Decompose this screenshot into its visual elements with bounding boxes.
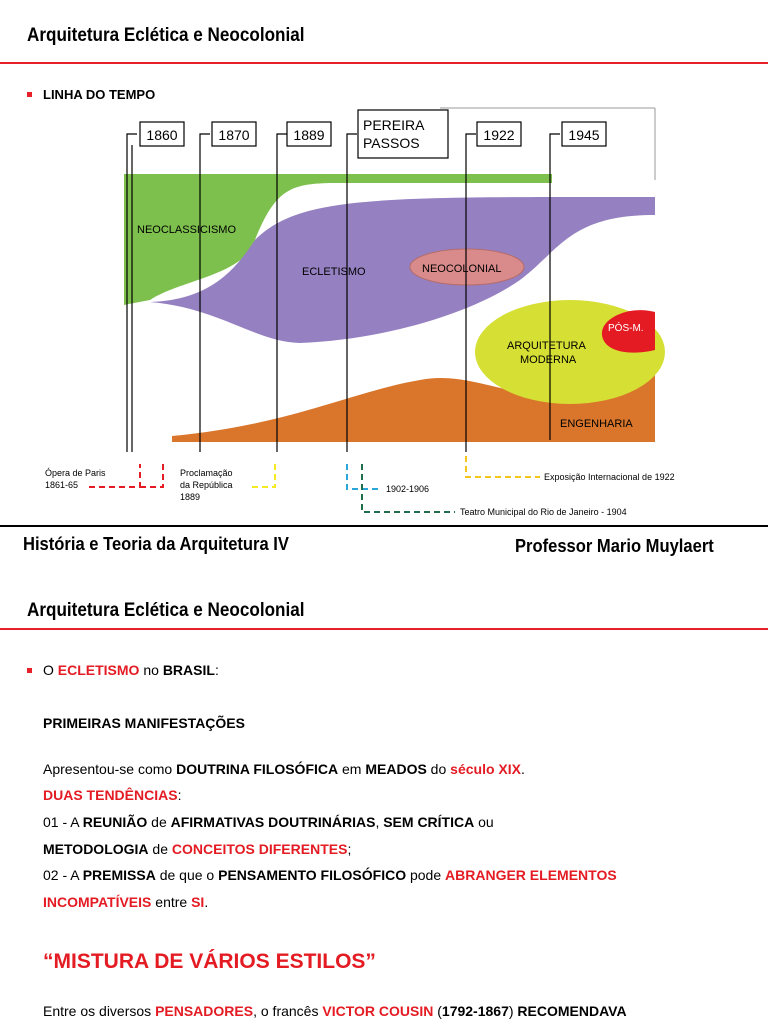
pereira-text: PEREIRA <box>363 117 425 133</box>
bullet-marker <box>27 92 32 97</box>
pos-m-label: PÓS-M. <box>608 323 644 334</box>
text-line-5: 02 - A PREMISSA de que o PENSAMENTO FILOSÓFICO pode ABRANGER ELEMENTOS <box>43 867 617 883</box>
text-line-3: 01 - A REUNIÃO de AFIRMATIVAS DOUTRINÁRIAS, SEM CRÍTICA ou <box>43 814 494 830</box>
timeline-diagram <box>0 100 768 530</box>
text-line-7: Entre os diversos PENSADORES, o francês VICTOR COUSIN (1792-1867) RECOMENDAVA <box>43 1003 627 1019</box>
footer-professor: Professor Mario Muylaert <box>515 536 714 556</box>
proclamacao-label-1: Proclamação <box>180 468 233 478</box>
opera-label-2: 1861-65 <box>45 480 79 490</box>
moderna-label-2: MODERNA <box>520 354 577 366</box>
teatro-label: Teatro Municipal do Rio de Janeiro - 1904 <box>460 507 627 517</box>
moderna-label-1: ARQUITETURA <box>507 340 586 352</box>
year-1860: 1860 <box>146 127 178 143</box>
periodo-label: 1902-1906 <box>386 484 430 494</box>
section-heading: PRIMEIRAS MANIFESTAÇÕES <box>43 715 245 731</box>
slide1-title: Arquitetura Eclética e Neocolonial <box>27 25 305 46</box>
text-line-1: Apresentou-se como DOUTRINA FILOSÓFICA em MEADOS do século XIX. <box>43 761 525 777</box>
exposicao-label: Exposição Internacional de 1922 <box>544 472 675 482</box>
text-line-6: INCOMPATÍVEIS entre SI. <box>43 894 209 910</box>
timeline-bullet-text: LINHA DO TEMPO <box>43 87 156 102</box>
slide1-title-rule <box>0 62 768 64</box>
year-1945: 1945 <box>568 127 600 143</box>
passos-text: PASSOS <box>363 135 420 151</box>
year-1889: 1889 <box>293 127 325 143</box>
ecletismo-label: ECLETISMO <box>302 266 366 278</box>
text-line-2: DUAS TENDÊNCIAS: <box>43 787 182 803</box>
year-1922: 1922 <box>483 127 515 143</box>
intro-line: O ECLETISMO no BRASIL: <box>43 662 219 678</box>
bullet-marker <box>27 668 32 673</box>
neoclassicismo-label: NEOCLASSICISMO <box>137 224 237 236</box>
proclamacao-label-2: da República <box>180 480 233 490</box>
quote-heading: “MISTURA DE VÁRIOS ESTILOS” <box>43 950 376 973</box>
text-line-4: METODOLOGIA de CONCEITOS DIFERENTES; <box>43 841 352 857</box>
year-1870: 1870 <box>218 127 250 143</box>
footer-rule <box>0 525 768 527</box>
proclamacao-label-3: 1889 <box>180 492 201 502</box>
footer-course: História e Teoria da Arquitetura IV <box>23 534 289 554</box>
slide2-title: Arquitetura Eclética e Neocolonial <box>27 600 305 621</box>
slide2-title-rule <box>0 628 768 630</box>
opera-label-1: Ópera de Paris <box>45 468 106 478</box>
neocolonial-label: NEOCOLONIAL <box>422 263 502 275</box>
engenharia-label: ENGENHARIA <box>560 418 633 430</box>
